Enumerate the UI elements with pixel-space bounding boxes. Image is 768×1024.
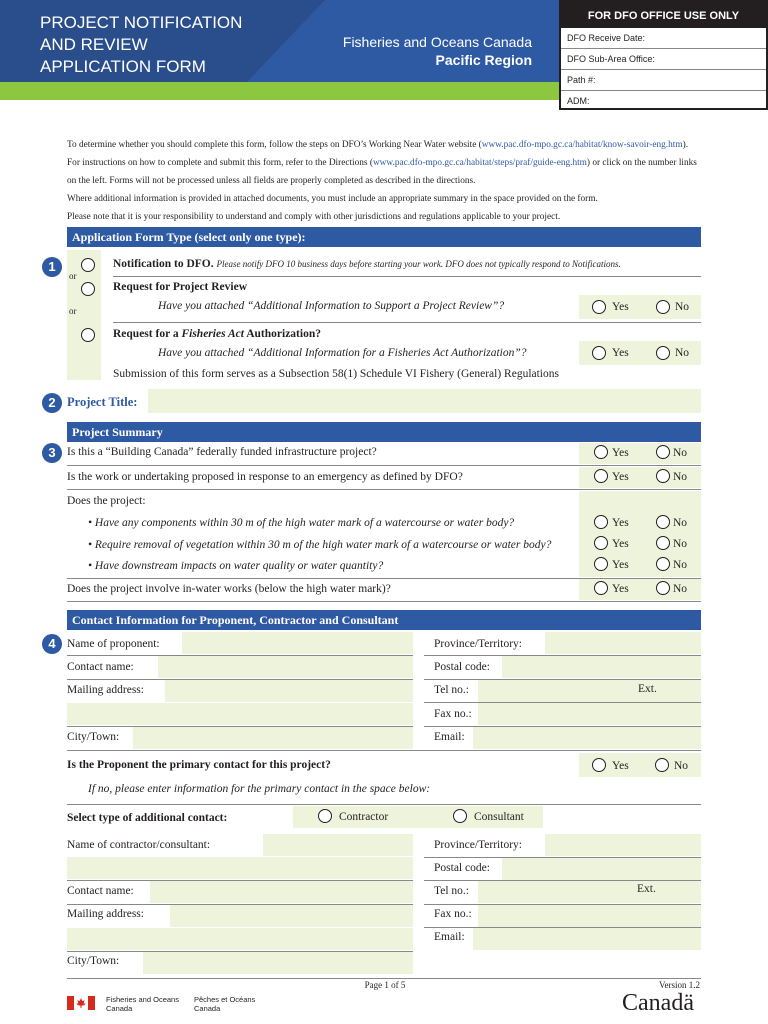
contractor-province-input[interactable] xyxy=(545,834,701,856)
email-label: Email: xyxy=(434,731,465,743)
province-input[interactable] xyxy=(545,632,701,654)
primary-contact-question: Is the Proponent the primary contact for this project? xyxy=(67,759,331,771)
ext-label: Ext. xyxy=(637,883,656,895)
project-title-label: Project Title: xyxy=(67,395,138,409)
notification-note: Please notify DFO 10 business days before starting your work. DFO does not typically respond to Notifications. xyxy=(216,259,621,269)
mailing-address-label: Mailing address: xyxy=(67,908,144,920)
b1-yes-radio[interactable] xyxy=(594,515,608,529)
version-label: Version 1.2 xyxy=(659,980,700,990)
mailing-address-label: Mailing address: xyxy=(67,684,144,696)
radio-notification[interactable] xyxy=(81,258,95,272)
dept-name-line: Pêches et Océans xyxy=(194,995,256,1004)
intro-part: Please note that it is your responsibility to understand and comply with other jurisdictions and regulations applicable to your project. xyxy=(67,212,561,222)
contractor-address-input[interactable] xyxy=(170,905,413,927)
contractor-name-line2-input[interactable] xyxy=(67,857,413,879)
form-title-line: PROJECT NOTIFICATION xyxy=(40,13,243,32)
yes-label: Yes xyxy=(612,447,629,459)
region-name: Pacific Region xyxy=(435,52,532,68)
question-emergency: Is the work or undertaking proposed in response to an emergency as defined by DFO? xyxy=(67,471,463,483)
radio-project-review[interactable] xyxy=(81,282,95,296)
review-no-radio[interactable] xyxy=(656,300,670,314)
radio-authorization[interactable] xyxy=(81,328,95,342)
section-bar-contact-info: Contact Information for Proponent, Contractor and Consultant xyxy=(67,610,701,630)
or-label: or xyxy=(69,271,77,281)
tel-label: Tel no.: xyxy=(434,885,469,897)
q4-yes-radio[interactable] xyxy=(594,581,608,595)
no-label: No xyxy=(673,583,688,595)
select-contact-type-label: Select type of additional contact: xyxy=(67,812,228,824)
divider xyxy=(67,804,701,805)
section-number[interactable]: 4 xyxy=(42,634,62,654)
dept-name-line: Fisheries and Oceans xyxy=(106,995,179,1004)
contractor-fax-input[interactable] xyxy=(478,905,701,927)
consultant-label: Consultant xyxy=(474,811,524,823)
province-label: Province/Territory: xyxy=(434,638,522,650)
contact-name-label: Contact name: xyxy=(67,661,134,673)
divider xyxy=(67,750,701,751)
province-label: Province/Territory: xyxy=(434,839,522,851)
q2-yes-radio[interactable] xyxy=(594,469,608,483)
know-link[interactable]: www.pac.dfo-mpo.gc.ca/habitat/know-savoir-eng.htm xyxy=(481,140,683,150)
contractor-label: Contractor xyxy=(339,811,389,823)
yes-label: Yes xyxy=(612,347,629,359)
auth-yes-radio[interactable] xyxy=(592,346,606,360)
office-receive-date[interactable]: DFO Receive Date: xyxy=(561,28,766,49)
or-label: or xyxy=(69,306,77,316)
intro-part: Where additional information is provided in attached documents, you must include an appropriate summary in the space provided on the form. xyxy=(67,194,598,204)
project-title-input[interactable] xyxy=(148,389,701,413)
auth-question: Have you attached “Additional Information for a Fisheries Act Authorization”? xyxy=(158,347,527,359)
bullet-vegetation: • Require removal of vegetation within 30 m of the high water mark of a watercourse or water body? xyxy=(88,539,552,551)
contractor-radio[interactable] xyxy=(318,809,332,823)
contractor-address-line2-input[interactable] xyxy=(67,928,413,950)
question-building-canada: Is this a “Building Canada” federally funded infrastructure project? xyxy=(67,446,377,458)
postal-code-label: Postal code: xyxy=(434,661,490,673)
q1-no-radio[interactable] xyxy=(656,445,670,459)
auth-label-act: Fisheries Act xyxy=(181,328,244,340)
form-title xyxy=(40,12,310,78)
page-number: Page 1 of 5 xyxy=(364,980,406,990)
no-label: No xyxy=(674,760,689,772)
auth-label-part: Request for a xyxy=(113,328,182,340)
fax-label: Fax no.: xyxy=(434,708,472,720)
no-label: No xyxy=(673,447,688,459)
contact-name-input[interactable] xyxy=(158,656,413,678)
divider xyxy=(67,465,701,466)
primary-contact-note: If no, please enter information for the primary contact in the space below: xyxy=(88,783,431,795)
divider xyxy=(113,276,701,277)
canada-wordmark: Canadä xyxy=(622,990,694,1016)
city-town-label: City/Town: xyxy=(67,731,120,743)
question-does-project: Does the project: xyxy=(67,495,146,507)
postal-code-input[interactable] xyxy=(502,656,701,678)
fax-label: Fax no.: xyxy=(434,908,472,920)
yes-label: Yes xyxy=(612,517,629,529)
dept-name-english xyxy=(106,995,190,1013)
b3-yes-radio[interactable] xyxy=(594,557,608,571)
b1-no-radio[interactable] xyxy=(656,515,670,529)
mailing-address-line2-input[interactable] xyxy=(67,703,413,725)
tel-input[interactable] xyxy=(478,680,701,702)
q1-yes-radio[interactable] xyxy=(594,445,608,459)
divider xyxy=(67,601,701,602)
yes-label: Yes xyxy=(612,583,629,595)
yes-label: Yes xyxy=(612,301,629,313)
email-input[interactable] xyxy=(473,727,701,749)
notification-label: Notification to DFO. xyxy=(113,258,214,270)
city-town-label: City/Town: xyxy=(67,955,120,967)
auth-label xyxy=(113,328,321,340)
contractor-email-input[interactable] xyxy=(473,928,701,950)
no-label: No xyxy=(673,538,688,550)
divider xyxy=(67,489,701,490)
office-sub-area[interactable]: DFO Sub-Area Office: xyxy=(561,49,766,70)
section-bar-project-summary: Project Summary xyxy=(67,422,701,442)
b3-no-radio[interactable] xyxy=(656,557,670,571)
no-label: No xyxy=(673,471,688,483)
dept-name-line: Canada xyxy=(106,1004,133,1013)
intro-text xyxy=(67,136,703,226)
postal-code-label: Postal code: xyxy=(434,862,490,874)
office-adm[interactable]: ADM: xyxy=(567,96,590,106)
dept-name-line: Canada xyxy=(194,1004,221,1013)
divider xyxy=(113,322,701,323)
b2-no-radio[interactable] xyxy=(656,536,670,550)
city-town-input[interactable] xyxy=(133,727,413,749)
footer-divider xyxy=(67,978,701,979)
office-use-box xyxy=(559,0,768,110)
question-in-water: Does the project involve in-water works (below the high water mark)? xyxy=(67,583,391,595)
proponent-name-input[interactable] xyxy=(182,632,413,654)
ext-label: Ext. xyxy=(638,683,657,695)
contractor-contact-input[interactable] xyxy=(150,881,413,903)
q2-no-radio[interactable] xyxy=(656,469,670,483)
review-question: Have you attached “Additional Information to Support a Project Review”? xyxy=(158,300,505,312)
review-yes-radio[interactable] xyxy=(592,300,606,314)
contact-name-label: Contact name: xyxy=(67,885,134,897)
auth-no-radio[interactable] xyxy=(656,346,670,360)
b2-yes-radio[interactable] xyxy=(594,536,608,550)
review-label: Request for Project Review xyxy=(113,281,248,293)
consultant-radio[interactable] xyxy=(453,809,467,823)
bullet-downstream: • Have downstream impacts on water quality or water quantity? xyxy=(88,560,384,572)
form-title-line: AND REVIEW xyxy=(40,35,148,54)
yes-label: Yes xyxy=(612,760,629,772)
no-label: No xyxy=(673,517,688,529)
section-number[interactable]: 3 xyxy=(42,443,62,463)
yes-label: Yes xyxy=(612,559,629,571)
yes-label: Yes xyxy=(612,471,629,483)
primary-no-radio[interactable] xyxy=(655,758,669,772)
mailing-address-input[interactable] xyxy=(165,680,413,702)
no-label: No xyxy=(673,559,688,571)
contractor-name-input[interactable] xyxy=(263,834,413,856)
intro-part: ) or click on the number links on the left. Forms will not be processed unless all fields are properly completed as described in the directions. xyxy=(67,158,697,186)
no-label: No xyxy=(675,347,690,359)
canada-flag-icon xyxy=(67,996,95,1010)
section-bar-application-type: Application Form Type (select only one type): xyxy=(67,227,701,247)
contractor-tel-input[interactable] xyxy=(478,881,701,903)
office-path[interactable]: Path #: xyxy=(561,70,766,91)
bullet-30m-components: • Have any components within 30 m of the high water mark of a watercourse or water body? xyxy=(88,517,515,529)
tel-label: Tel no.: xyxy=(434,684,469,696)
dept-name-french xyxy=(194,995,278,1013)
auth-label-part: Authorization? xyxy=(243,328,321,340)
name-of-proponent-label: Name of proponent: xyxy=(67,638,160,650)
yes-label: Yes xyxy=(612,538,629,550)
form-title-line: APPLICATION FORM xyxy=(40,57,206,76)
contractor-postal-input[interactable] xyxy=(502,858,701,880)
department-name: Fisheries and Oceans Canada xyxy=(342,34,532,50)
name-of-contractor-label: Name of contractor/consultant: xyxy=(67,839,211,851)
intro-part: ). For instructions on how to complete and submit this form, refer to the Directions ( xyxy=(67,140,689,168)
section-number[interactable]: 2 xyxy=(42,393,62,413)
no-label: No xyxy=(675,301,690,313)
fax-input[interactable] xyxy=(478,703,701,725)
submission-note: Submission of this form serves as a Subsection 58(1) Schedule VI Fishery (General) Regulations xyxy=(113,368,559,380)
contractor-city-input[interactable] xyxy=(143,952,413,974)
email-label: Email: xyxy=(434,931,465,943)
q4-no-radio[interactable] xyxy=(656,581,670,595)
primary-yes-radio[interactable] xyxy=(592,758,606,772)
section-number[interactable]: 1 xyxy=(42,257,62,277)
guide-link[interactable]: www.pac.dfo-mpo.gc.ca/habitat/steps/praf/guide-eng.htm xyxy=(372,158,587,168)
intro-part: To determine whether you should complete this form, follow the steps on DFO’s Working Near Water website ( xyxy=(67,140,482,150)
office-use-heading: FOR DFO OFFICE USE ONLY xyxy=(561,2,766,28)
